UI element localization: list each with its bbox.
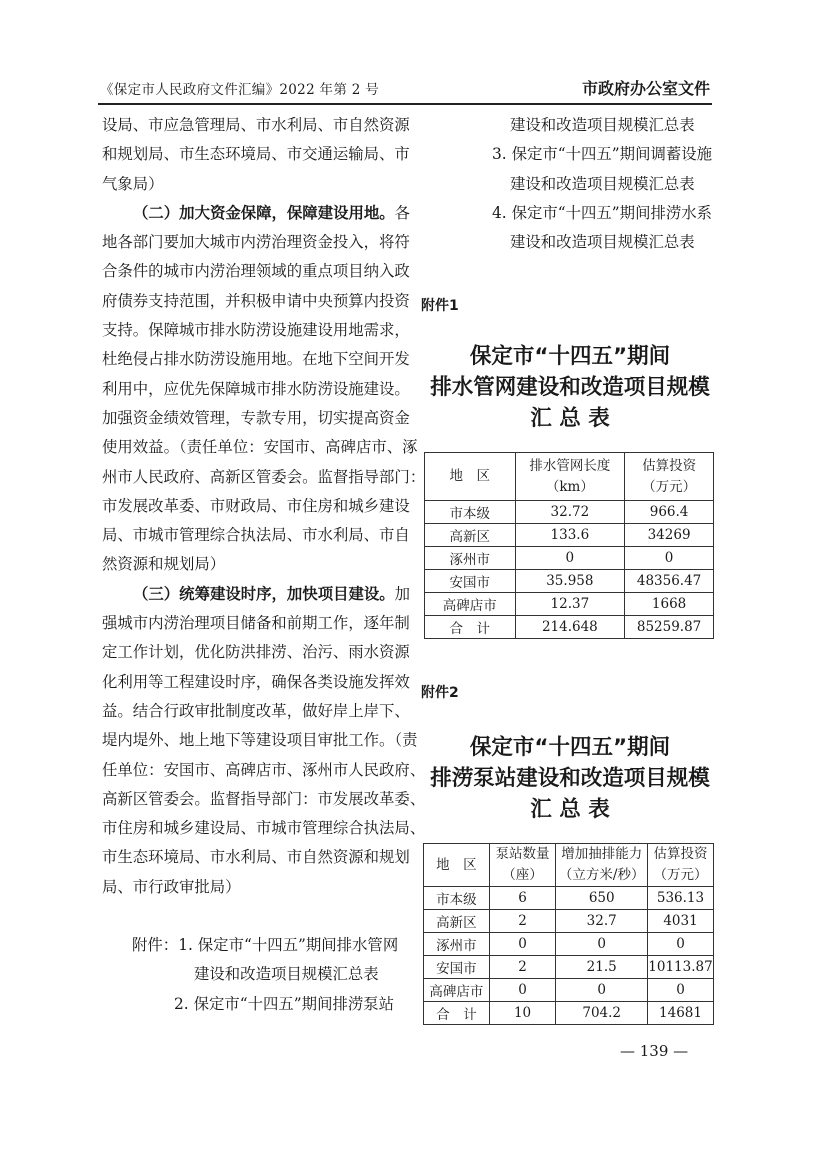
header-region [424, 844, 490, 887]
cell-station-count: 2 [489, 910, 556, 933]
cell-station-count: 0 [489, 933, 556, 956]
attachment-item-2-line-2: 建设和改造项目规模汇总表 [510, 116, 695, 134]
header-unit: （万元） [642, 478, 697, 495]
table-row [425, 501, 714, 524]
header-label: 泵站数量 [495, 846, 550, 862]
attachment-prefix: 附件： [132, 936, 179, 954]
cell-capacity: 32.7 [556, 910, 648, 933]
cell-region: 高碑店市 [424, 979, 490, 1002]
cell-region: 合 计 [425, 616, 516, 639]
text-fragment: 加 [394, 584, 411, 603]
cell-length: 32.72 [515, 501, 625, 524]
header-investment [625, 453, 714, 501]
cell-investment: 0 [647, 979, 713, 1002]
text-line: 然资源和规划局） [102, 555, 226, 574]
table-total-row [425, 616, 714, 639]
text-line [102, 580, 411, 609]
text-line: 市生态环境局、市水利局、市自然资源和规划 [102, 848, 410, 867]
attachment-title: 保定市“十四五”期间排水管网 [197, 936, 399, 954]
text-line: 府债券支持范围，并积极申请中央预算内投资 [102, 291, 410, 310]
annex-2-label: 附件2 [421, 685, 459, 701]
attachment-title: 保定市“十四五”期间排涝水系 [511, 203, 713, 222]
cell-region: 市本级 [424, 887, 490, 910]
cell-investment: 14681 [647, 1002, 713, 1025]
text-line: 任单位：安国市、高碑店市、涿州市人民政府、 [102, 760, 426, 779]
header-station-count [489, 844, 556, 887]
cell-capacity: 704.2 [556, 1002, 648, 1025]
cell-length: 133.6 [515, 524, 625, 547]
section-heading-2: （二）加大资金保障，保障建设用地。 [133, 203, 395, 222]
text-line: 益。结合行政审批制度改革，做好岸上岸下、 [102, 701, 410, 720]
table-row [424, 979, 714, 1002]
header-capacity [556, 844, 648, 887]
cell-region: 合 计 [424, 1002, 490, 1025]
attachment-list-continued [420, 111, 720, 257]
cell-station-count: 6 [489, 887, 556, 910]
table-row [424, 956, 714, 979]
cell-length: 214.648 [515, 616, 625, 639]
text-line: 市发展改革委、市财政局、市住房和城乡建设 [102, 496, 410, 515]
page-number: — 139 — [620, 1042, 689, 1060]
annex-1-title [410, 341, 730, 434]
text-line: 定工作计划，优化防洪排涝、治污、雨水资源 [102, 643, 410, 662]
header-label: 地 区 [436, 856, 477, 873]
attachment-list [102, 931, 399, 1019]
attachment-item-1-line-2: 建设和改造项目规模汇总表 [194, 965, 379, 984]
attachment-item-3-line-1 [420, 140, 720, 169]
cell-length: 12.37 [515, 593, 625, 616]
cell-investment: 1668 [625, 593, 714, 616]
header-region [425, 453, 516, 501]
cell-investment: 48356.47 [625, 570, 714, 593]
cell-region: 市本级 [425, 501, 516, 524]
title-line: 排涝泵站建设和改造项目规模 [430, 766, 710, 791]
paragraph-3 [102, 580, 426, 902]
header-unit: （km） [545, 478, 594, 495]
table-header-row [424, 844, 714, 887]
title-line: 保定市“十四五”期间 [469, 344, 671, 369]
text-line [102, 199, 411, 228]
attachment-number: 2. [174, 994, 189, 1013]
section-header: 市政府办公室文件 [581, 79, 710, 98]
header-unit: （座） [502, 867, 543, 883]
table-row [425, 547, 714, 570]
header-label: 排水管网长度 [529, 457, 611, 474]
cell-station-count: 0 [489, 979, 556, 1002]
title-line: 汇 总 表 [530, 406, 610, 431]
cell-capacity: 0 [556, 979, 648, 1002]
cell-investment: 10113.87 [647, 956, 713, 979]
text-line: 高新区管委会。监督指导部门：市发展改革委、 [102, 789, 426, 808]
cell-length: 0 [515, 547, 625, 570]
header-label: 估算投资 [653, 846, 708, 862]
cell-investment: 0 [647, 933, 713, 956]
text-line: 使用效益。（责任单位：安国市、高碑店市、涿 [102, 438, 418, 457]
text-line: 局、市行政审批局） [102, 877, 241, 896]
annex-2-table [423, 843, 714, 1025]
cell-region: 安国市 [425, 570, 516, 593]
cell-capacity: 650 [556, 887, 648, 910]
cell-region: 高新区 [425, 524, 516, 547]
text-line: 州市人民政府、高新区管委会。监督指导部门： [102, 467, 426, 486]
header-investment [647, 844, 713, 887]
cell-region: 涿州市 [425, 547, 516, 570]
header-label: 增加抽排能力 [561, 846, 643, 862]
attachment-number: 4. [492, 203, 507, 222]
text-line: 地各部门要加大城市内涝治理资金投入，将符 [102, 233, 410, 252]
cell-station-count: 10 [489, 1002, 556, 1025]
table-row [425, 524, 714, 547]
attachment-number: 3. [492, 145, 507, 164]
annex-1-table [424, 452, 714, 639]
text-line: 强城市内涝治理项目储备和前期工作，逐年制 [102, 614, 410, 633]
table-row [424, 933, 714, 956]
cell-region: 高新区 [424, 910, 490, 933]
cell-investment: 34269 [625, 524, 714, 547]
cell-investment: 0 [625, 547, 714, 570]
paragraph-1 [102, 111, 410, 199]
text-line: 加强资金绩效管理，专款专用，切实提高资金 [102, 408, 410, 427]
annex-2-title [410, 732, 730, 825]
paragraph-2 [102, 199, 426, 580]
attachment-item-2-line-1 [102, 990, 394, 1019]
header-label: 估算投资 [642, 457, 697, 474]
body-left-column [102, 111, 426, 902]
title-line: 汇 总 表 [530, 797, 610, 822]
cell-investment: 85259.87 [625, 616, 714, 639]
header-rule [98, 103, 712, 105]
cell-region: 高碑店市 [425, 593, 516, 616]
table-row [424, 910, 714, 933]
header-unit: （立方米/秒） [558, 867, 645, 883]
text-line: 支持。保障城市排水防涝设施建设用地需求， [102, 321, 410, 340]
attachment-title: 保定市“十四五”期间排涝泵站 [193, 994, 395, 1013]
text-line: 局、市城市管理综合执法局、市水利局、市自 [102, 526, 410, 545]
text-line: 堤内堤外、地上地下等建设项目审批工作。（责 [102, 731, 418, 750]
cell-capacity: 0 [556, 933, 648, 956]
cell-length: 35.958 [515, 570, 625, 593]
attachment-item-4-line-1 [420, 199, 720, 228]
cell-capacity: 21.5 [556, 956, 648, 979]
title-line: 排水管网建设和改造项目规模 [430, 375, 710, 400]
cell-investment: 4031 [647, 910, 713, 933]
cell-region: 安国市 [424, 956, 490, 979]
title-line: 保定市“十四五”期间 [469, 735, 671, 760]
text-line: 合条件的城市内涝治理领域的重点项目纳入政 [102, 262, 410, 281]
text-line: 利用中，应优先保障城市排水防涝设施建设。 [102, 379, 410, 398]
table-row [425, 593, 714, 616]
header-length [515, 453, 625, 501]
attachment-item-3-line-2: 建设和改造项目规模汇总表 [510, 174, 695, 193]
cell-investment: 966.4 [625, 501, 714, 524]
cell-region: 涿州市 [424, 933, 490, 956]
text-fragment: 各 [394, 203, 411, 222]
table-total-row [424, 1002, 714, 1025]
table-header-row [425, 453, 714, 501]
header-label: 地 区 [449, 468, 491, 484]
annex-1-label: 附件1 [421, 298, 459, 314]
text-line: 设局、市应急管理局、市水利局、市自然资源 [102, 116, 410, 134]
publication-header: 《保定市人民政府文件汇编》2022 年第 2 号 [100, 82, 380, 98]
attachment-number: 1. [178, 936, 193, 954]
section-heading-3: （三）统筹建设时序，加快项目建设。 [133, 584, 395, 603]
cell-station-count: 2 [489, 956, 556, 979]
attachment-item-1-line-1 [102, 931, 399, 960]
attachment-item-4-line-2: 建设和改造项目规模汇总表 [510, 233, 695, 252]
cell-investment: 536.13 [647, 887, 713, 910]
table-row [425, 570, 714, 593]
text-line: 和规划局、市生态环境局、市交通运输局、市 [102, 145, 410, 164]
header-unit: （万元） [653, 867, 708, 883]
text-line: 气象局） [102, 174, 164, 193]
text-line: 杜绝侵占排水防涝设施用地。在地下空间开发 [102, 350, 410, 369]
text-line: 化利用等工程建设时序，确保各类设施发挥效 [102, 672, 410, 691]
text-line: 市住房和城乡建设局、市城市管理综合执法局、 [102, 819, 426, 838]
attachment-title: 保定市“十四五”期间调蓄设施 [511, 145, 713, 164]
table-row [424, 887, 714, 910]
